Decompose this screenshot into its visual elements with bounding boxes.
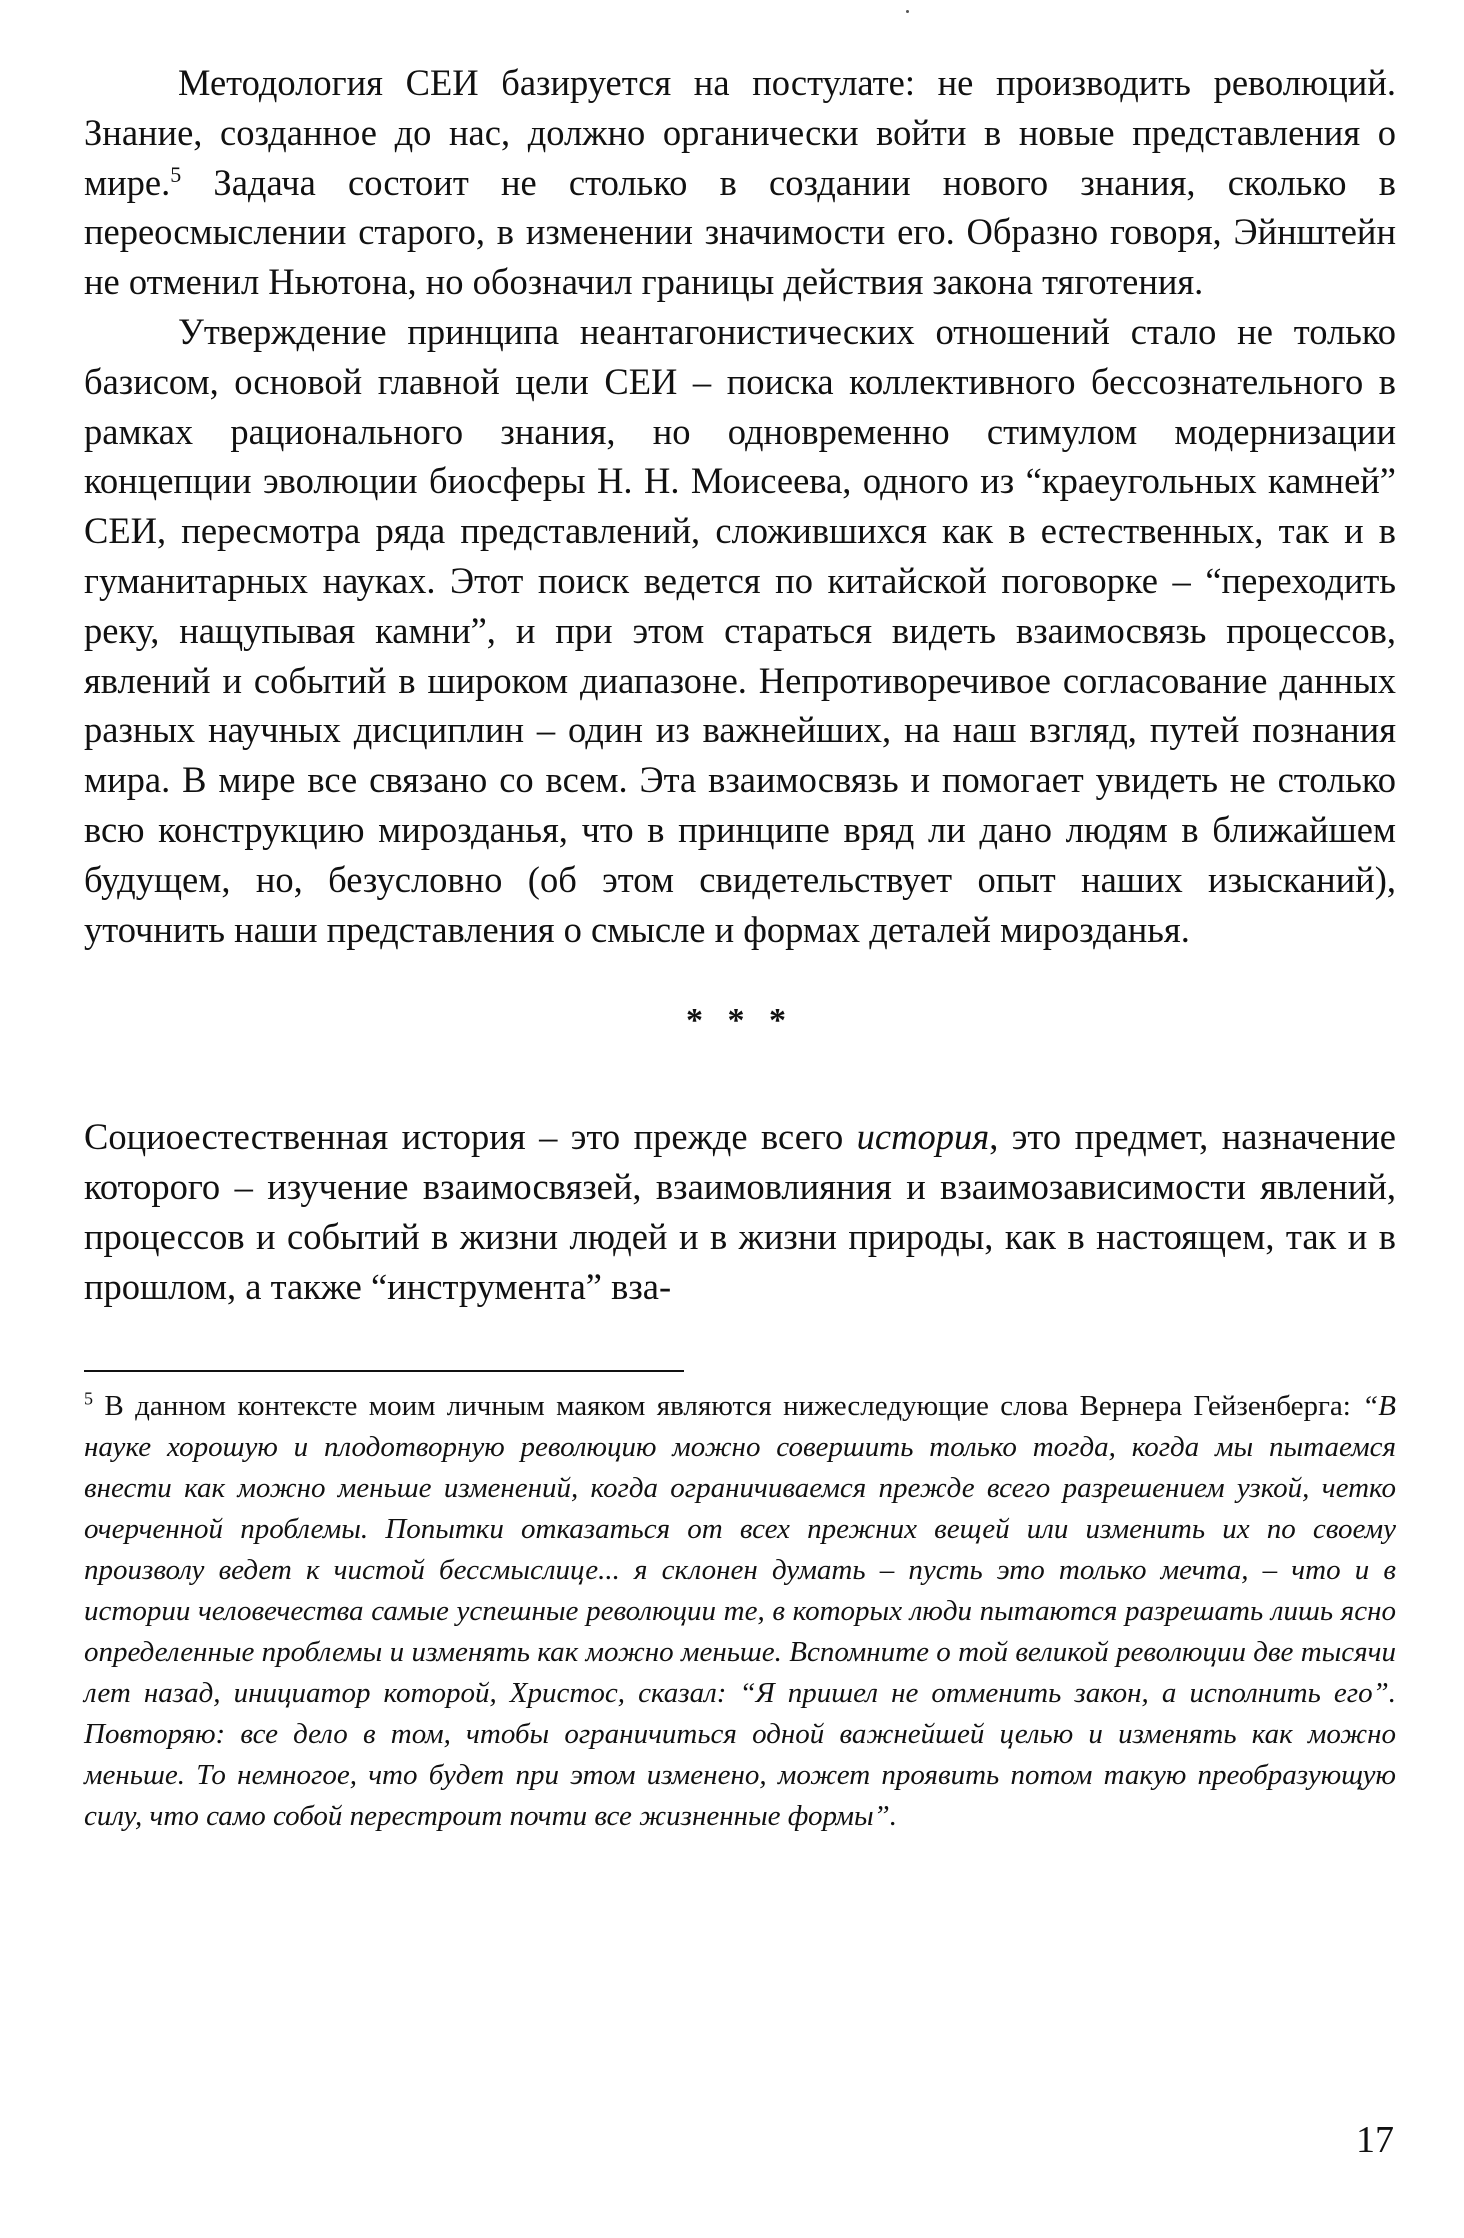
footnote-mark: 5 [84,1387,93,1408]
footnote-divider [84,1370,684,1372]
footnote-quote: “В науке хорошую и плодотворную революцию можно совершить только тогда, когда мы пытаемся внести как можно меньше изменений, когда ограничиваемся прежде всего разрешением узкой, четко очерченной проблемы. Попытки отказаться от всех прежних вещей или изменить их по своему произволу ведет к чистой бессмыслице... я склонен думать – пусть это только мечта, – что и в истории человечества самые успешные революции те, в которых люди пытаются разрешать лишь ясно определенные проблемы и изменять как можно меньше. Вспомните о той великой революции две тысячи лет назад, инициатор которой, Христос, сказал: “Я пришел не отменить закон, а исполнить его”. Повторяю: все дело в том, чтобы ограничиться одной важнейшей целью и изменять как можно меньше. То немногое, что будет при этом изменено, может проявить потом такую преобразующую силу, что само собой перестроит почти все жизненные формы”. [84,1389,1396,1832]
paragraph-1-continuation: Задача состоит не столько в создании нового знания, сколько в переосмыслении старого, в изменении значимости его. Образно говоря, Эйнштейн не отменил Ньютона, но обозначил границы действия закона тяготения. [84,161,1396,303]
footnote-lead: В данном контексте моим личным маяком являются нижеследующие слова Вернера Гейзенберга: [93,1389,1363,1422]
paragraph-3-emphasis: история [856,1116,990,1158]
paragraph-2: Утверждение принципа неантагонистических отношений стало не только базисом, основой главной цели СЕИ – поиска коллективного бессознательного в рамках рационального знания, но одновременно стимулом модернизации концепции эволюции биосферы Н. Н. Моисеева, одного из “краеугольных камней” СЕИ, пересмотра ряда представлений, сложившихся как в естественных, так и в гуманитарных науках. Этот поиск ведется по китайской поговорке – “переходить реку, нащупывая камни”, и при этом стараться видеть взаимосвязь процессов, явлений и событий в широком диапазоне. Непротиворечивое согласование данных разных научных дисциплин – один из важнейших, на наш взгляд, путей познания мира. В мире все связано со всем. Эта взаимосвязь и помогает увидеть не столько всю конструкцию мирозданья, что в принципе вряд ли дано людям в ближайшем будущем, но, безусловно (об этом свидетельствует опыт наших изысканий), уточнить наши представления о смысле и формах деталей мирозданья. [84,310,1396,950]
paragraph-3 [84,1112,1396,1311]
paragraph-1-text: Методология СЕИ базируется на постулате: не производить революций. Знание, созданное до нас, должно органически войти в новые представления о мире. [84,62,1396,203]
footnote-reference[interactable]: 5 [170,161,182,187]
page-number: 17 [1356,2119,1394,2161]
scan-speck [906,10,909,13]
page-body [84,58,1396,1837]
section-separator: * * * [686,1002,794,1040]
paragraph-3-end: , это предмет, назначение которого – изучение взаимосвязей, взаимовлияния и взаимозависимости явлений, процессов и событий в жизни людей и в жизни природы, как в настоящем, так и в прошлом, а также “инструмента” вза- [84,1116,1396,1307]
paragraph-3-start: Социоестественная история – это прежде всего [84,1116,857,1158]
footnote-5 [84,1386,1396,1837]
paragraph-1 [84,58,1396,307]
